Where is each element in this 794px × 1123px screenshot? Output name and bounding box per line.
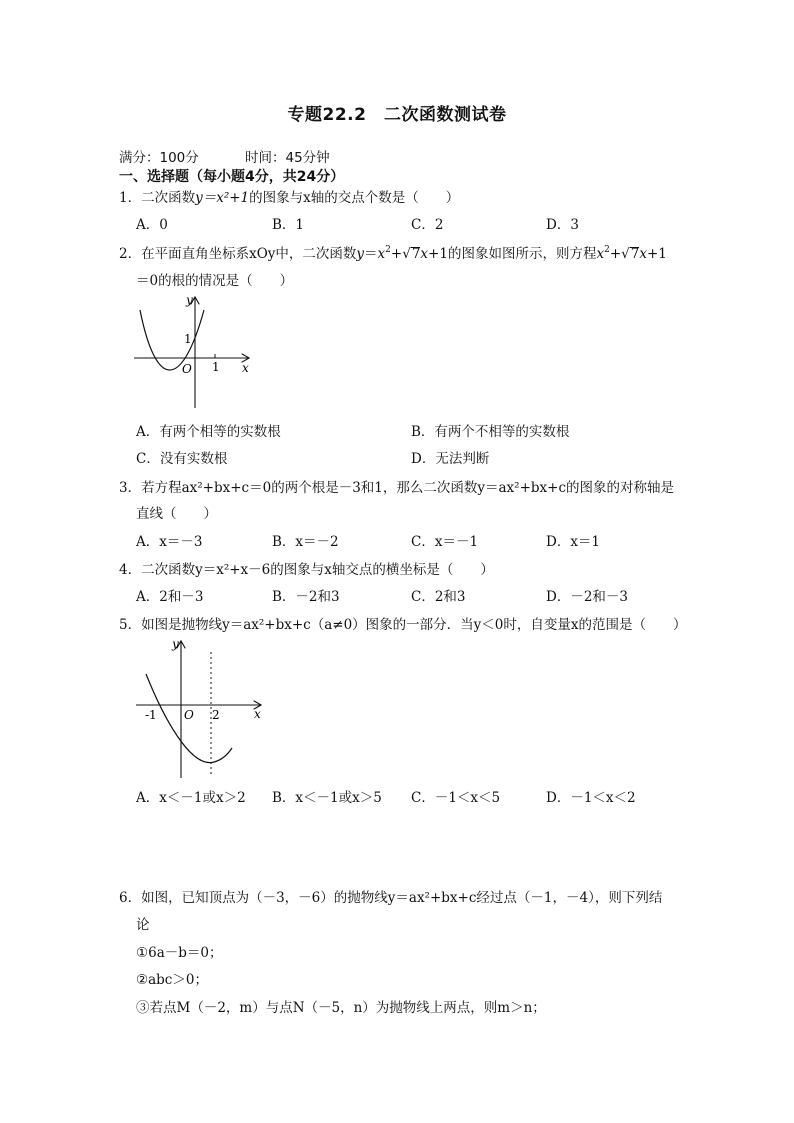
q4-line1: 4．二次函数y＝x²+x－6的图象与x轴交点的横坐标是（ ） <box>119 562 494 578</box>
q2-line1-mid: 的图象如图所示，则方程 <box>447 246 597 262</box>
q5-tick-pos: 2 <box>212 708 220 722</box>
q2-origin-label: O <box>182 362 192 376</box>
q3-option-d[interactable]: D．x＝1 <box>546 534 601 550</box>
q2-tick-x: 1 <box>212 360 220 374</box>
q4-option-b[interactable]: B．－2和3 <box>272 589 340 605</box>
q2-option-c[interactable]: C．没有实数根 <box>136 451 228 467</box>
q5-option-b[interactable]: B．x＜－1或x＞5 <box>272 790 382 806</box>
question-2 <box>119 242 667 262</box>
q2-parabola-curve <box>140 310 204 370</box>
q3-line2: 直线（ ） <box>136 506 217 522</box>
q3-option-a[interactable]: A．x＝－3 <box>136 534 203 550</box>
time-label: 时间：45分钟 <box>245 150 330 166</box>
score-label: 满分：100分 <box>119 150 199 166</box>
q6-item-2: ②abc＞0； <box>136 972 208 988</box>
q2-option-a[interactable]: A．有两个相等的实数根 <box>136 424 281 440</box>
q4-option-c[interactable]: C．2和3 <box>411 589 466 605</box>
q3-option-b[interactable]: B．x＝－2 <box>272 534 339 550</box>
q2-y-label: y <box>186 293 193 307</box>
section-heading: 一、选择题（每小题4分，共24分） <box>119 169 345 185</box>
q5-tick-neg: -1 <box>145 708 157 722</box>
q5-option-d[interactable]: D．－1＜x＜2 <box>546 790 636 806</box>
q6-item-3: ③若点M（－2，m）与点N（－5，n）为抛物线上两点，则m＞n； <box>136 1000 546 1016</box>
page-title: 专题22.2 二次函数测试卷 <box>287 105 507 125</box>
q2-x-label: x <box>242 361 249 375</box>
q5-y-label: y <box>172 637 179 651</box>
q2-function-expr: $y=x^2+√7x+1$ <box>356 245 448 262</box>
q6-line2: 论 <box>136 917 150 933</box>
q5-option-c[interactable]: C．－1＜x＜5 <box>411 790 501 806</box>
q2-option-b[interactable]: B．有两个不相等的实数根 <box>411 424 570 440</box>
q6-item-1: ①6a－b＝0； <box>136 945 223 961</box>
q3-line1: 3．若方程ax²+bx+c＝0的两个根是－3和1，那么二次函数y＝ax²+bx+c的图象的对称轴是 <box>119 480 675 496</box>
q3-option-c[interactable]: C．x＝－1 <box>411 534 479 550</box>
q2-line2: ＝0的根的情况是（ ） <box>136 273 294 289</box>
q5-origin-label: O <box>184 708 194 722</box>
question-1 <box>119 186 459 206</box>
q2-equation-expr: $x^2+√7x+1$ <box>596 245 667 262</box>
q2-option-d[interactable]: D．无法判断 <box>411 451 490 467</box>
q2-line1-prefix: 2．在平面直角坐标系xOy中，二次函数 <box>119 246 357 262</box>
q5-option-a[interactable]: A．x＜－1或x＞2 <box>136 790 246 806</box>
q1-prefix: 1．二次函数 <box>119 190 196 206</box>
q4-option-d[interactable]: D．－2和－3 <box>546 589 629 605</box>
q2-tick-y: 1 <box>184 332 192 346</box>
q1-option-d[interactable]: D．3 <box>546 217 579 233</box>
q5-x-label: x <box>254 707 261 721</box>
q4-option-a[interactable]: A．2和－3 <box>136 589 204 605</box>
q2-parabola-graph <box>130 290 260 412</box>
q1-option-a[interactable]: A．0 <box>136 217 168 233</box>
q1-option-b[interactable]: B．1 <box>272 217 305 233</box>
q5-line1: 5．如图是抛物线y＝ax²+bx+c（a≠0）图象的一部分．当y＜0时，自变量x的范围是（ ） <box>119 617 687 633</box>
q1-suffix: 的图象与x轴的交点个数是（ ） <box>249 190 460 206</box>
q1-expr: y＝x²+1 <box>195 190 250 206</box>
q5-parabola-graph <box>132 634 272 782</box>
q1-option-c[interactable]: C．2 <box>411 217 444 233</box>
q6-line1: 6．如图，已知顶点为（－3，－6）的抛物线y＝ax²+bx+c经过点（－1，－4），则下列结 <box>119 890 663 906</box>
